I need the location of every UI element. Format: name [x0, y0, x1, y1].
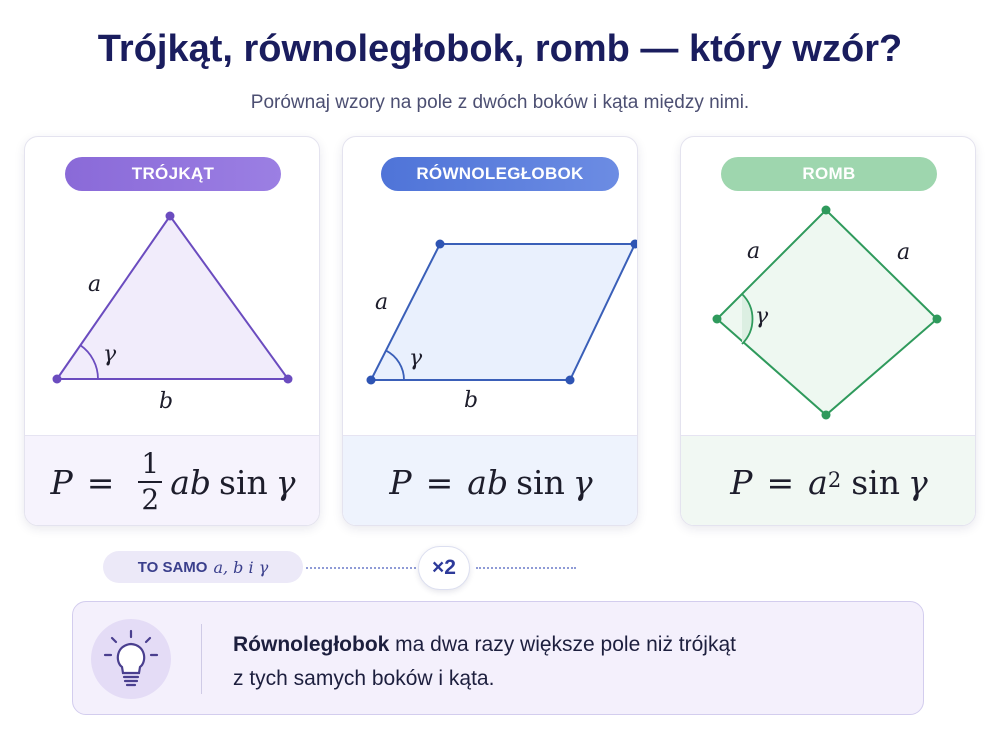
rhombus-vertex-left: [713, 315, 722, 324]
rhombus-badge: ROMB: [721, 157, 937, 191]
page-title: Trójkąt, równoległobok, romb — który wzór?: [97, 28, 903, 70]
triangle-formula-area: [25, 435, 320, 526]
rhombus-vertex-bottom: [822, 411, 831, 420]
dotted-connector-right: [476, 567, 576, 569]
dotted-connector-left: [306, 567, 416, 569]
rhombus-side-a-right-label: a: [897, 240, 911, 265]
parallelogram-side-a-label: a: [375, 290, 389, 315]
parallelogram-side-b-label: b: [464, 388, 479, 413]
triangle-angle-label: γ: [103, 342, 117, 367]
parallelogram-vertex-bl: [367, 376, 376, 385]
fraction-denominator: 2: [141, 483, 160, 516]
rhombus-formula-area: [681, 435, 976, 526]
formula-base: a: [808, 462, 828, 502]
formula-equals: =: [86, 462, 115, 502]
rhombus-figure: [681, 137, 976, 435]
formula-lhs: P: [730, 462, 753, 502]
triangle-side-b-label: b: [159, 389, 174, 414]
rhombus-vertex-top: [822, 206, 831, 215]
parallelogram-figure-area: [343, 137, 638, 435]
same-values-vars: a, b i γ: [213, 557, 269, 577]
parallelogram-formula: [343, 436, 638, 526]
conclusion-note: [72, 601, 924, 715]
page-subtitle: Porównaj wzory na pole z dwóch boków i kąta między nimi.: [250, 92, 750, 113]
formula-func: sin: [219, 462, 268, 502]
formula-angle: γ: [275, 462, 296, 502]
formula-exponent: 2: [827, 468, 842, 492]
same-values-pill: [103, 551, 303, 583]
parallelogram-badge: RÓWNOLEGŁOBOK: [381, 157, 619, 191]
rhombus-angle-label: γ: [755, 304, 769, 329]
formula-fraction: [138, 447, 162, 516]
rhombus-formula: [681, 436, 976, 526]
lightbulb-icon: [91, 619, 171, 699]
triangle-formula: [25, 436, 320, 526]
triangle-vertex-right: [284, 375, 293, 384]
formula-vars: ab: [170, 462, 212, 502]
rhombus-side-a-left-label: a: [747, 239, 761, 264]
formula-equals: =: [425, 462, 454, 502]
note-divider: [201, 624, 202, 694]
rhombus-figure-area: [681, 137, 976, 435]
parallelogram-card: [342, 136, 638, 526]
formula-equals: =: [766, 462, 795, 502]
note-line1: ma dwa razy większe pole niż trójkąt: [389, 633, 736, 656]
parallelogram-formula-area: [343, 435, 638, 526]
triangle-figure: [25, 137, 320, 435]
triangle-vertex-top: [166, 212, 175, 221]
parallelogram-vertex-br: [566, 376, 575, 385]
same-values-label: TO SAMO: [137, 558, 208, 576]
note-line2: z tych samych boków i kąta.: [233, 667, 495, 690]
triangle-shape: [57, 216, 288, 379]
formula-func: sin: [516, 462, 565, 502]
formula-lhs: P: [50, 462, 73, 502]
triangle-side-a-label: a: [88, 272, 102, 297]
formula-lhs: P: [389, 462, 412, 502]
fraction-numerator: 1: [138, 450, 162, 483]
rhombus-vertex-right: [933, 315, 942, 324]
formula-vars: ab: [467, 462, 509, 502]
note-bold-word: Równoległobok: [233, 633, 390, 656]
parallelogram-figure: [343, 137, 638, 435]
formula-func: sin: [851, 462, 900, 502]
triangle-badge: TRÓJKĄT: [65, 157, 281, 191]
note-text: [233, 628, 873, 696]
rhombus-card: [680, 136, 976, 526]
triangle-figure-area: [25, 137, 320, 435]
formula-angle: γ: [572, 462, 593, 502]
triangle-card: [24, 136, 320, 526]
parallelogram-angle-label: γ: [409, 346, 423, 371]
parallelogram-vertex-tl: [436, 240, 445, 249]
formula-angle: γ: [907, 462, 928, 502]
multiplier-badge: ×2: [418, 546, 470, 590]
triangle-vertex-left: [53, 375, 62, 384]
